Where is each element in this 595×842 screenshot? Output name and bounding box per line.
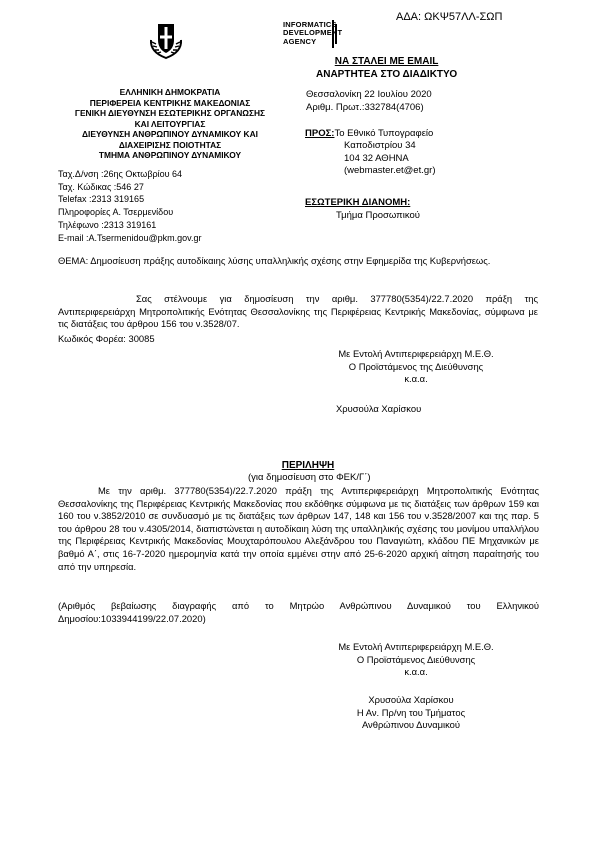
recipient-label: ΠΡΟΣ:: [305, 128, 335, 139]
signature-block-2: Με Εντολή Αντιπεριφερειάρχη Μ.Ε.Θ. Ο Προϊστάμενος Διεύθυνσης κ.α.α.: [338, 641, 494, 677]
signature-block-3: Χρυσούλα Χαρίσκου Η Αν. Πρ/νη του Τμήματος Ανθρώπινου Δυναμικού: [356, 694, 466, 730]
signer-name-1: Χρυσούλα Χαρίσκου: [336, 403, 422, 414]
document-date: Θεσσαλονίκη 22 Ιουλίου 2020: [306, 89, 432, 100]
email-notice: ΝΑ ΣΤΑΛΕΙ ΜΕ EMAIL ΑΝΑΡΤΗΤΕΑ ΣΤΟ ΔΙΑΔΙΚΤΥΟ: [316, 56, 458, 80]
ada-code: ΑΔΑ: ΩΚΨ57ΛΛ-ΣΩΠ: [396, 11, 503, 23]
recipient-name: Το Εθνικό Τυπογραφείο: [334, 128, 434, 139]
issuing-authority: ΕΛΛΗΝΙΚΗ ΔΗΜΟΚΡΑΤΙΑ ΠΕΡΙΦΕΡΕΙΑ ΚΕΝΤΡΙΚΗΣ ΜΑΚΕΔΟΝΙΑΣ ΓΕΝΙΚΗ ΔΙΕΥΘΥΝΣΗ ΕΣΩΤΕΡΙΚΗΣ ΟΡΓΑΝΩΣΗΣ ΚΑΙ ΛΕΙΤΟΥΡΓΙΑΣ ΔΙΕΥΘΥΝΣΗ ΑΝΘΡΩΠΙΝΟΥ ΔΥΝΑΜΙΚΟΥ ΚΑΙ ΔΙΑΧΕΙΡΙΣΗΣ ΠΟΙΟΤΗΤΑΣ ΤΜΗΜΑ ΑΝΘΡΩΠΙΝΟΥ ΔΥΝΑΜΙΚΟΥ: [74, 87, 266, 160]
protocol-number: Αριθμ. Πρωτ.:332784(4706): [306, 102, 424, 113]
recipient-address: Καποδιστρίου 34 104 32 ΑΘΗΝΑ (webmaster.et@et.gr): [344, 140, 436, 176]
agency-code: Κωδικός Φορέα: 30085: [58, 333, 155, 344]
cover-letter-body: Σας στέλνουμε για δημοσίευση την αριθμ. 377780(5354)/22.7.2020 πράξη της Αντιπεριφερειάρχη Μητροπολιτικής Ενότητας Θεσσαλονίκης της Περιφέρειας Κεντρικής Μακεδονίας, σύμφωνα με τις διατάξεις του άρθρου 156 του ν.3528/07.: [58, 293, 538, 330]
internal-distribution-heading: ΕΣΩΤΕΡΙΚΗ ΔΙΑΝΟΜΗ:: [305, 197, 411, 208]
summary-body: Με την αριθμ. 377780(5354)/22.7.2020 πράξη της Αντιπεριφερειάρχη Μητροπολιτικής Ενότητας Θεσσαλονίκης της Περιφέρειας Κεντρικής Μακεδονίας που εκδόθηκε σύμφωνα με τις διατάξεις των άρθρων 159 και 160 του ν.3852/2010 σε συνδυασμό με τις διατάξεις των άρθρων 147, 148 και 156 του ν.3528/2007 και της παρ. 5 του άρθρου 28 του ν.4305/2014, διαπιστώνεται η αυτοδίκαιη λύση της υπαλληλικής σχέσης του μονίμου υπαλλήλου της Περιφέρειας Κεντρικής Μακεδονίας Μουχταρόπουλου Αλεξάνδρου του Παναγιώτη, κλάδου ΠΕ Μηχανικών με βαθμό Α΄, στις 16-7-2020 ημερομηνία κατά την οποία εμμένει στην από 25-6-2020 αρχική αίτηση παραίτησής του από την υπηρεσία.: [58, 485, 539, 572]
contact-details: Ταχ.Δ/νση :26ης Οκτωβρίου 64 Ταχ. Κώδικας :546 27 Telefax :2313 319165 Πληροφορίες Α. Τσερμενίδου Τηλέφωνο :2313 319161 E-mail :A.Tsermenidou@pkm.gov.gr: [58, 169, 202, 243]
ida-logo-text: INFORMATICS DEVELOPMENT AGENCY: [283, 20, 343, 46]
subject-line: ΘΕΜΑ: Δημοσίευση πράξης αυτοδίκαιης λύσης υπαλληλικής σχέσης στην Εφημερίδα της Κυβερνήσεως.: [58, 255, 491, 266]
internal-distribution-value: Τμήμα Προσωπικού: [336, 210, 420, 221]
recipient: [305, 128, 433, 140]
deletion-certificate-note: (Αριθμός βεβαίωσης διαγραφής από το Μητρώο Ανθρώπινου Δυναμικού του Ελληνικού Δημοσίου:1033944199/22.07.2020): [58, 600, 539, 624]
summary-heading: ΠΕΡΙΛΗΨΗ (για δημοσίευση στο ΦΕΚ/Γ΄): [248, 460, 371, 483]
greek-emblem-logo: [148, 20, 184, 60]
signature-block-1: Με Εντολή Αντιπεριφερειάρχη Μ.Ε.Θ. Ο Προϊστάμενος της Διεύθυνσης κ.α.α.: [338, 348, 494, 384]
